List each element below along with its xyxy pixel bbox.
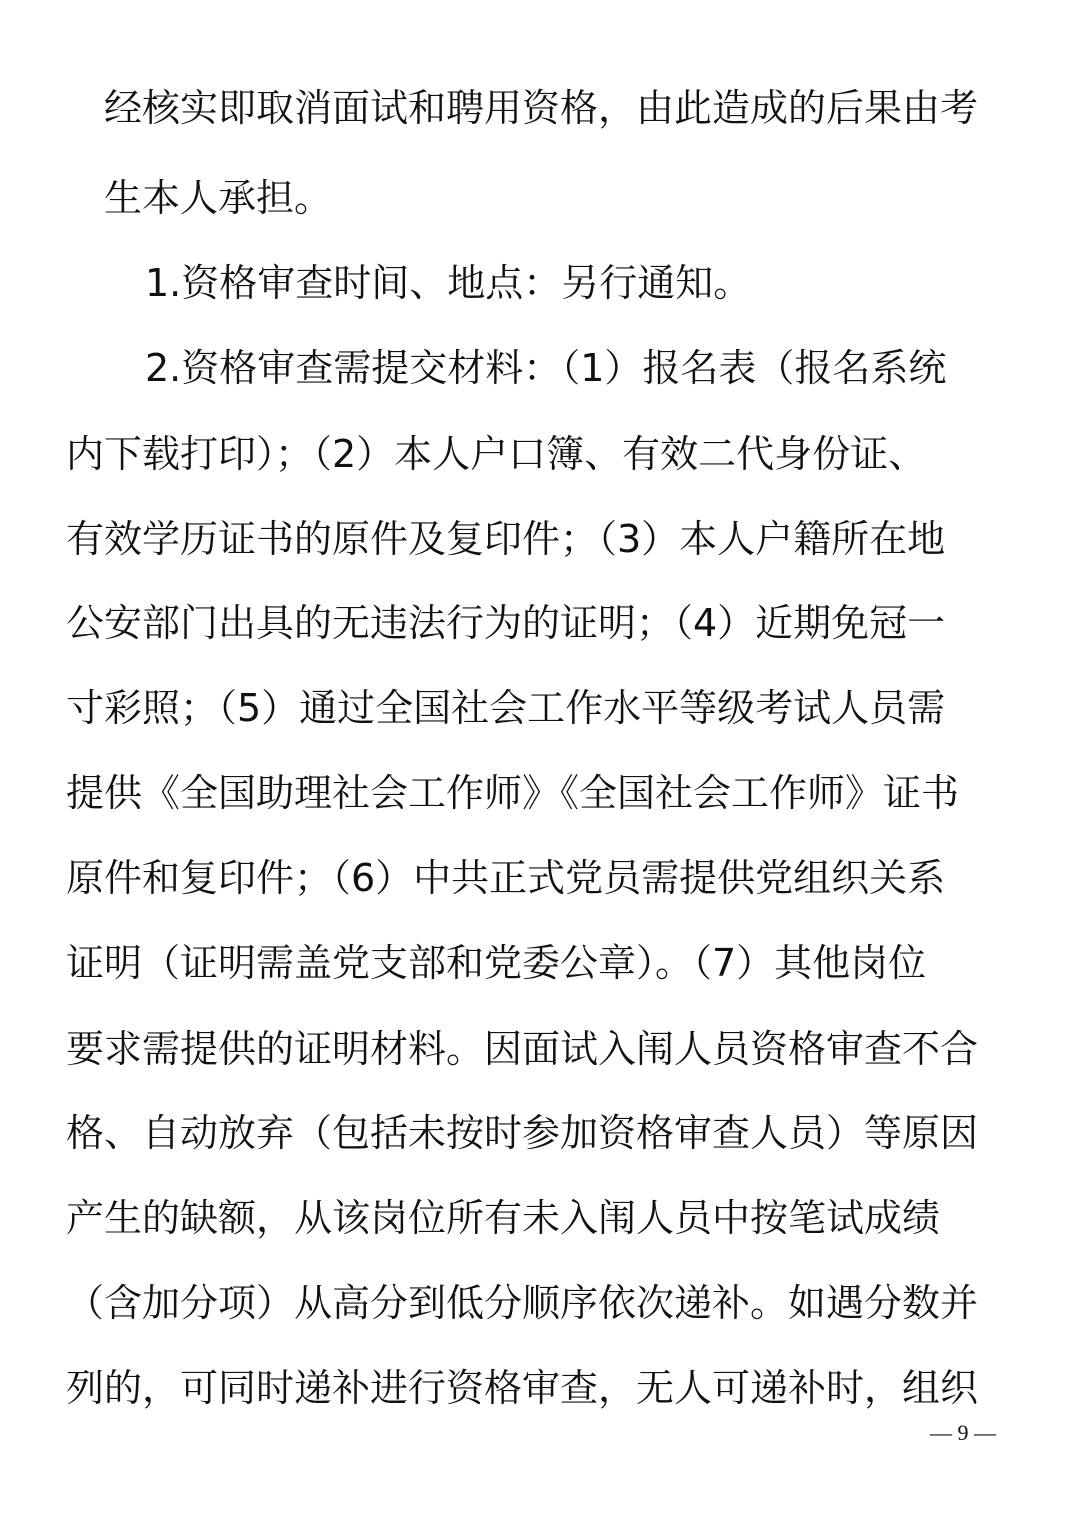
text-line-3: 1.资格审查时间、地点：另行通知。 bbox=[145, 261, 752, 305]
text-line-11: 证明（证明需盖党支部和党委公章）。（7）其他岗位 bbox=[66, 941, 927, 985]
text-line-8: 寸彩照；（5）通过全国社会工作水平等级考试人员需 bbox=[66, 686, 946, 730]
text-line-7: 公安部门出具的无违法行为的证明；（4）近期免冠一 bbox=[66, 601, 946, 645]
text-line-2: 生本人承担。 bbox=[104, 176, 333, 220]
text-line-16: 列的，可同时递补进行资格审查，无人可递补时，组织 bbox=[66, 1366, 979, 1410]
text-line-12: 要求需提供的证明材料。因面试入闱人员资格审查不合 bbox=[66, 1027, 979, 1071]
page-number: — 9 — bbox=[930, 1420, 996, 1445]
text-line-15: （含加分项）从高分到低分顺序依次递补。如遇分数并 bbox=[66, 1281, 979, 1325]
text-line-14: 产生的缺额，从该岗位所有未入闱人员中按笔试成绩 bbox=[66, 1196, 941, 1240]
text-line-6: 有效学历证书的原件及复印件；（3）本人户籍所在地 bbox=[66, 517, 946, 561]
text-line-1: 经核实即取消面试和聘用资格，由此造成的后果由考 bbox=[104, 86, 979, 130]
text-line-13: 格、自动放弃（包括未按时参加资格审查人员）等原因 bbox=[66, 1111, 979, 1155]
text-line-4: 2.资格审查需提交材料：（1）报名表（报名系统 bbox=[145, 346, 947, 390]
text-line-10: 原件和复印件；（6）中共正式党员需提供党组织关系 bbox=[66, 856, 946, 900]
text-line-9: 提供《全国助理社会工作师》《全国社会工作师》证书 bbox=[66, 771, 960, 815]
text-line-5: 内下载打印）；（2）本人户口簿、有效二代身份证、 bbox=[66, 432, 927, 476]
